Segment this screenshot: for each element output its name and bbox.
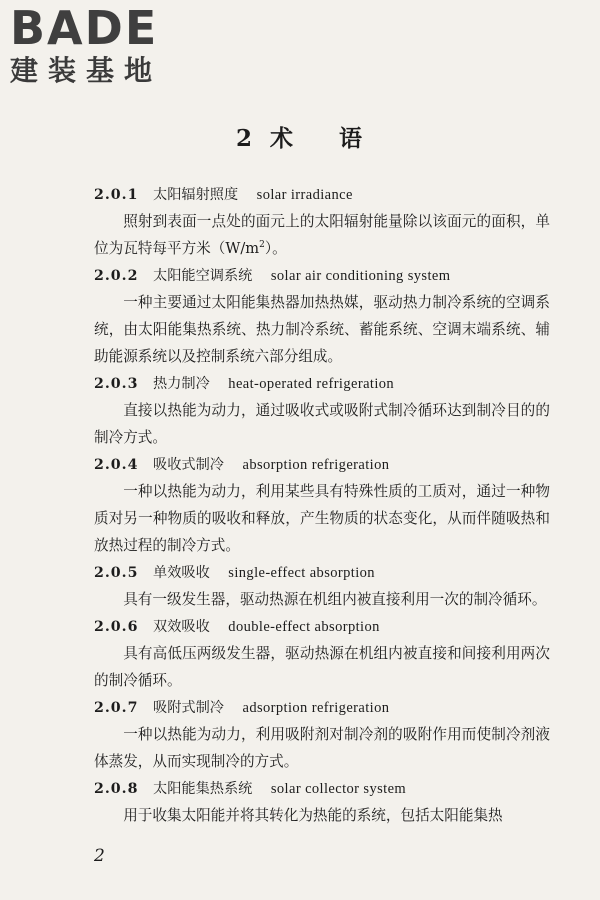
term-heading (94, 695, 550, 721)
term-english: single-effect absorption (228, 565, 375, 581)
superscript: 2 (259, 240, 265, 251)
term-number: 2.0.5 (94, 565, 139, 581)
term-definition: 用于收集太阳能并将其转化为热能的系统，包括太阳能集热 (123, 807, 503, 824)
term-number: 2.0.3 (94, 376, 139, 392)
term-definition: 直接以热能为动力，通过吸收式或吸附式制冷循环达到制冷目的的制冷方式。 (94, 402, 550, 446)
term-heading (94, 182, 550, 208)
term-definition: 具有一级发生器，驱动热源在机组内被直接利用一次的制冷循环。 (123, 591, 547, 608)
term-item (94, 371, 550, 451)
term-english: adsorption refrigeration (242, 700, 390, 716)
chapter-title (0, 120, 600, 153)
term-definition: 一种以热能为动力，利用某些具有特殊性质的工质对，通过一种物质对另一种物质的吸收和释放，产生物质的状态变化，从而伴随吸热和放热过程的制冷方式。 (94, 483, 550, 554)
chapter-title-char-2: 语 (339, 125, 364, 152)
logo-brand-text: BADE (10, 1, 159, 55)
term-heading (94, 614, 550, 640)
term-item (94, 560, 550, 613)
term-chinese: 太阳能集热系统 (153, 781, 253, 797)
term-item (94, 263, 550, 370)
page-number: 2 (94, 846, 105, 866)
term-heading (94, 263, 550, 289)
brand-logo (10, 1, 180, 88)
term-chinese: 双效吸收 (153, 619, 210, 635)
term-item (94, 695, 550, 775)
term-chinese: 单效吸收 (153, 565, 210, 581)
term-english: solar collector system (270, 781, 407, 797)
term-heading (94, 371, 550, 397)
term-chinese: 吸附式制冷 (153, 700, 224, 716)
term-english: heat-operated refrigeration (228, 376, 395, 392)
term-number: 2.0.2 (94, 268, 139, 284)
term-heading (94, 560, 550, 586)
term-heading (94, 452, 550, 478)
logo-subtitle: 建装基地 (10, 54, 163, 87)
chapter-number: 2 (235, 125, 254, 152)
term-chinese: 太阳辐射照度 (153, 187, 239, 203)
term-number: 2.0.6 (94, 619, 139, 635)
term-english: solar irradiance (256, 187, 353, 203)
term-english: absorption refrigeration (242, 457, 390, 473)
term-item (94, 182, 550, 262)
term-number: 2.0.4 (94, 457, 139, 473)
term-item (94, 776, 550, 829)
term-definition: 一种以热能为动力，利用吸附剂对制冷剂的吸附作用而使制冷剂液体蒸发，从而实现制冷的方式。 (94, 726, 550, 770)
term-chinese: 太阳能空调系统 (153, 268, 253, 284)
term-item (94, 614, 550, 694)
terms-list (94, 182, 550, 830)
term-number: 2.0.1 (94, 187, 139, 203)
term-chinese: 吸收式制冷 (153, 457, 224, 473)
term-definition-tail: ）。 (264, 240, 287, 257)
term-number: 2.0.8 (94, 781, 139, 797)
term-chinese: 热力制冷 (153, 376, 210, 392)
term-heading (94, 776, 550, 802)
term-definition: 具有高低压两级发生器，驱动热源在机组内被直接和间接利用两次的制冷循环。 (94, 645, 550, 689)
term-english: solar air conditioning system (270, 268, 451, 284)
term-definition-text: 照射到表面一点处的面元上的太阳辐射能量除以该面元的面积，单位为瓦特每平方米（W/m (94, 213, 550, 257)
chapter-title-char-1: 术 (270, 125, 295, 152)
term-definition: 一种主要通过太阳能集热器加热热媒，驱动热力制冷系统的空调系统，由太阳能集热系统、热力制冷系统、蓄能系统、空调末端系统、辅助能源系统以及控制系统六部分组成。 (94, 294, 550, 365)
term-number: 2.0.7 (94, 700, 139, 716)
term-english: double-effect absorption (228, 619, 380, 635)
term-item (94, 452, 550, 559)
term-definition (94, 208, 550, 262)
